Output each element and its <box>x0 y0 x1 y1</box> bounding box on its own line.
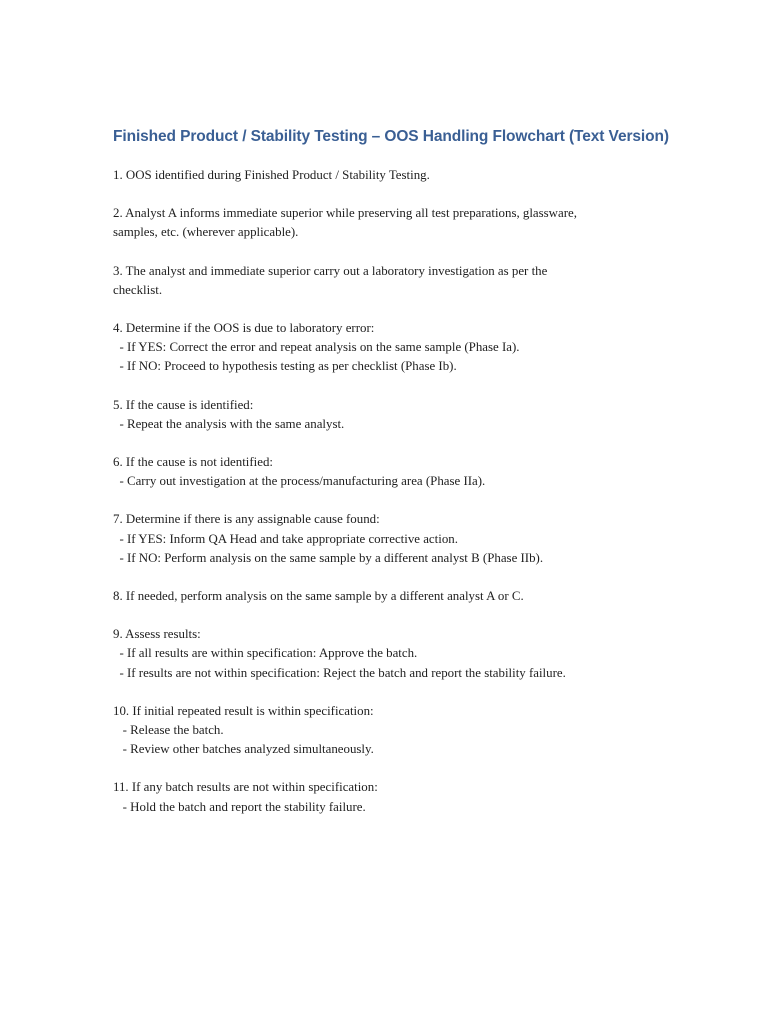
step-line: 1. OOS identified during Finished Product / Stability Testing. <box>113 168 430 182</box>
step-6 <box>113 453 673 491</box>
step-sub-line: - If NO: Perform analysis on the same sample by a different analyst B (Phase IIb). <box>113 550 544 565</box>
step-line: 2. Analyst A informs immediate superior while preserving all test preparations, glassware, <box>113 206 577 221</box>
step-10 <box>113 702 673 760</box>
step-7 <box>113 510 673 568</box>
step-line: 6. If the cause is not identified: <box>113 455 274 470</box>
step-line: 8. If needed, perform analysis on the same sample by a different analyst A or C. <box>113 589 524 604</box>
step-1 <box>113 166 673 185</box>
step-sub-line: - If YES: Inform QA Head and take appropriate corrective action. <box>113 531 458 546</box>
step-5 <box>113 396 673 434</box>
document-title: Finished Product / Stability Testing – OOS Handling Flowchart (Text Version) <box>113 128 669 145</box>
step-line: 9. Assess results: <box>113 627 201 642</box>
step-sub-line: - Repeat the analysis with the same analyst. <box>113 416 345 431</box>
step-line: 3. The analyst and immediate superior carry out a laboratory investigation as per the <box>113 263 548 278</box>
step-sub-line: - If all results are within specification: Approve the batch. <box>113 646 418 661</box>
step-line: samples, etc. (wherever applicable). <box>113 225 299 240</box>
step-8 <box>113 587 673 606</box>
step-3 <box>113 262 673 300</box>
step-line: 5. If the cause is identified: <box>113 397 254 412</box>
step-2 <box>113 204 673 242</box>
document-body <box>113 124 673 836</box>
step-sub-line: - Review other batches analyzed simultaneously. <box>113 742 374 757</box>
step-sub-line: - If results are not within specification: Reject the batch and report the stability failure. <box>113 665 566 680</box>
step-11 <box>113 778 673 816</box>
step-sub-line: - If NO: Proceed to hypothesis testing as per checklist (Phase Ib). <box>113 359 457 374</box>
step-line: 7. Determine if there is any assignable cause found: <box>113 512 380 527</box>
step-sub-line: - If YES: Correct the error and repeat analysis on the same sample (Phase Ia). <box>113 340 520 355</box>
step-line: checklist. <box>113 282 163 297</box>
step-sub-line: - Release the batch. <box>113 723 224 738</box>
step-line: 11. If any batch results are not within specification: <box>113 780 378 795</box>
step-sub-line: - Carry out investigation at the process/manufacturing area (Phase IIa). <box>113 474 486 489</box>
step-9 <box>113 625 673 683</box>
step-line: 4. Determine if the OOS is due to laboratory error: <box>113 321 375 336</box>
step-line: 10. If initial repeated result is within specification: <box>113 703 374 718</box>
step-4 <box>113 319 673 377</box>
step-sub-line: - Hold the batch and report the stability failure. <box>113 799 366 814</box>
